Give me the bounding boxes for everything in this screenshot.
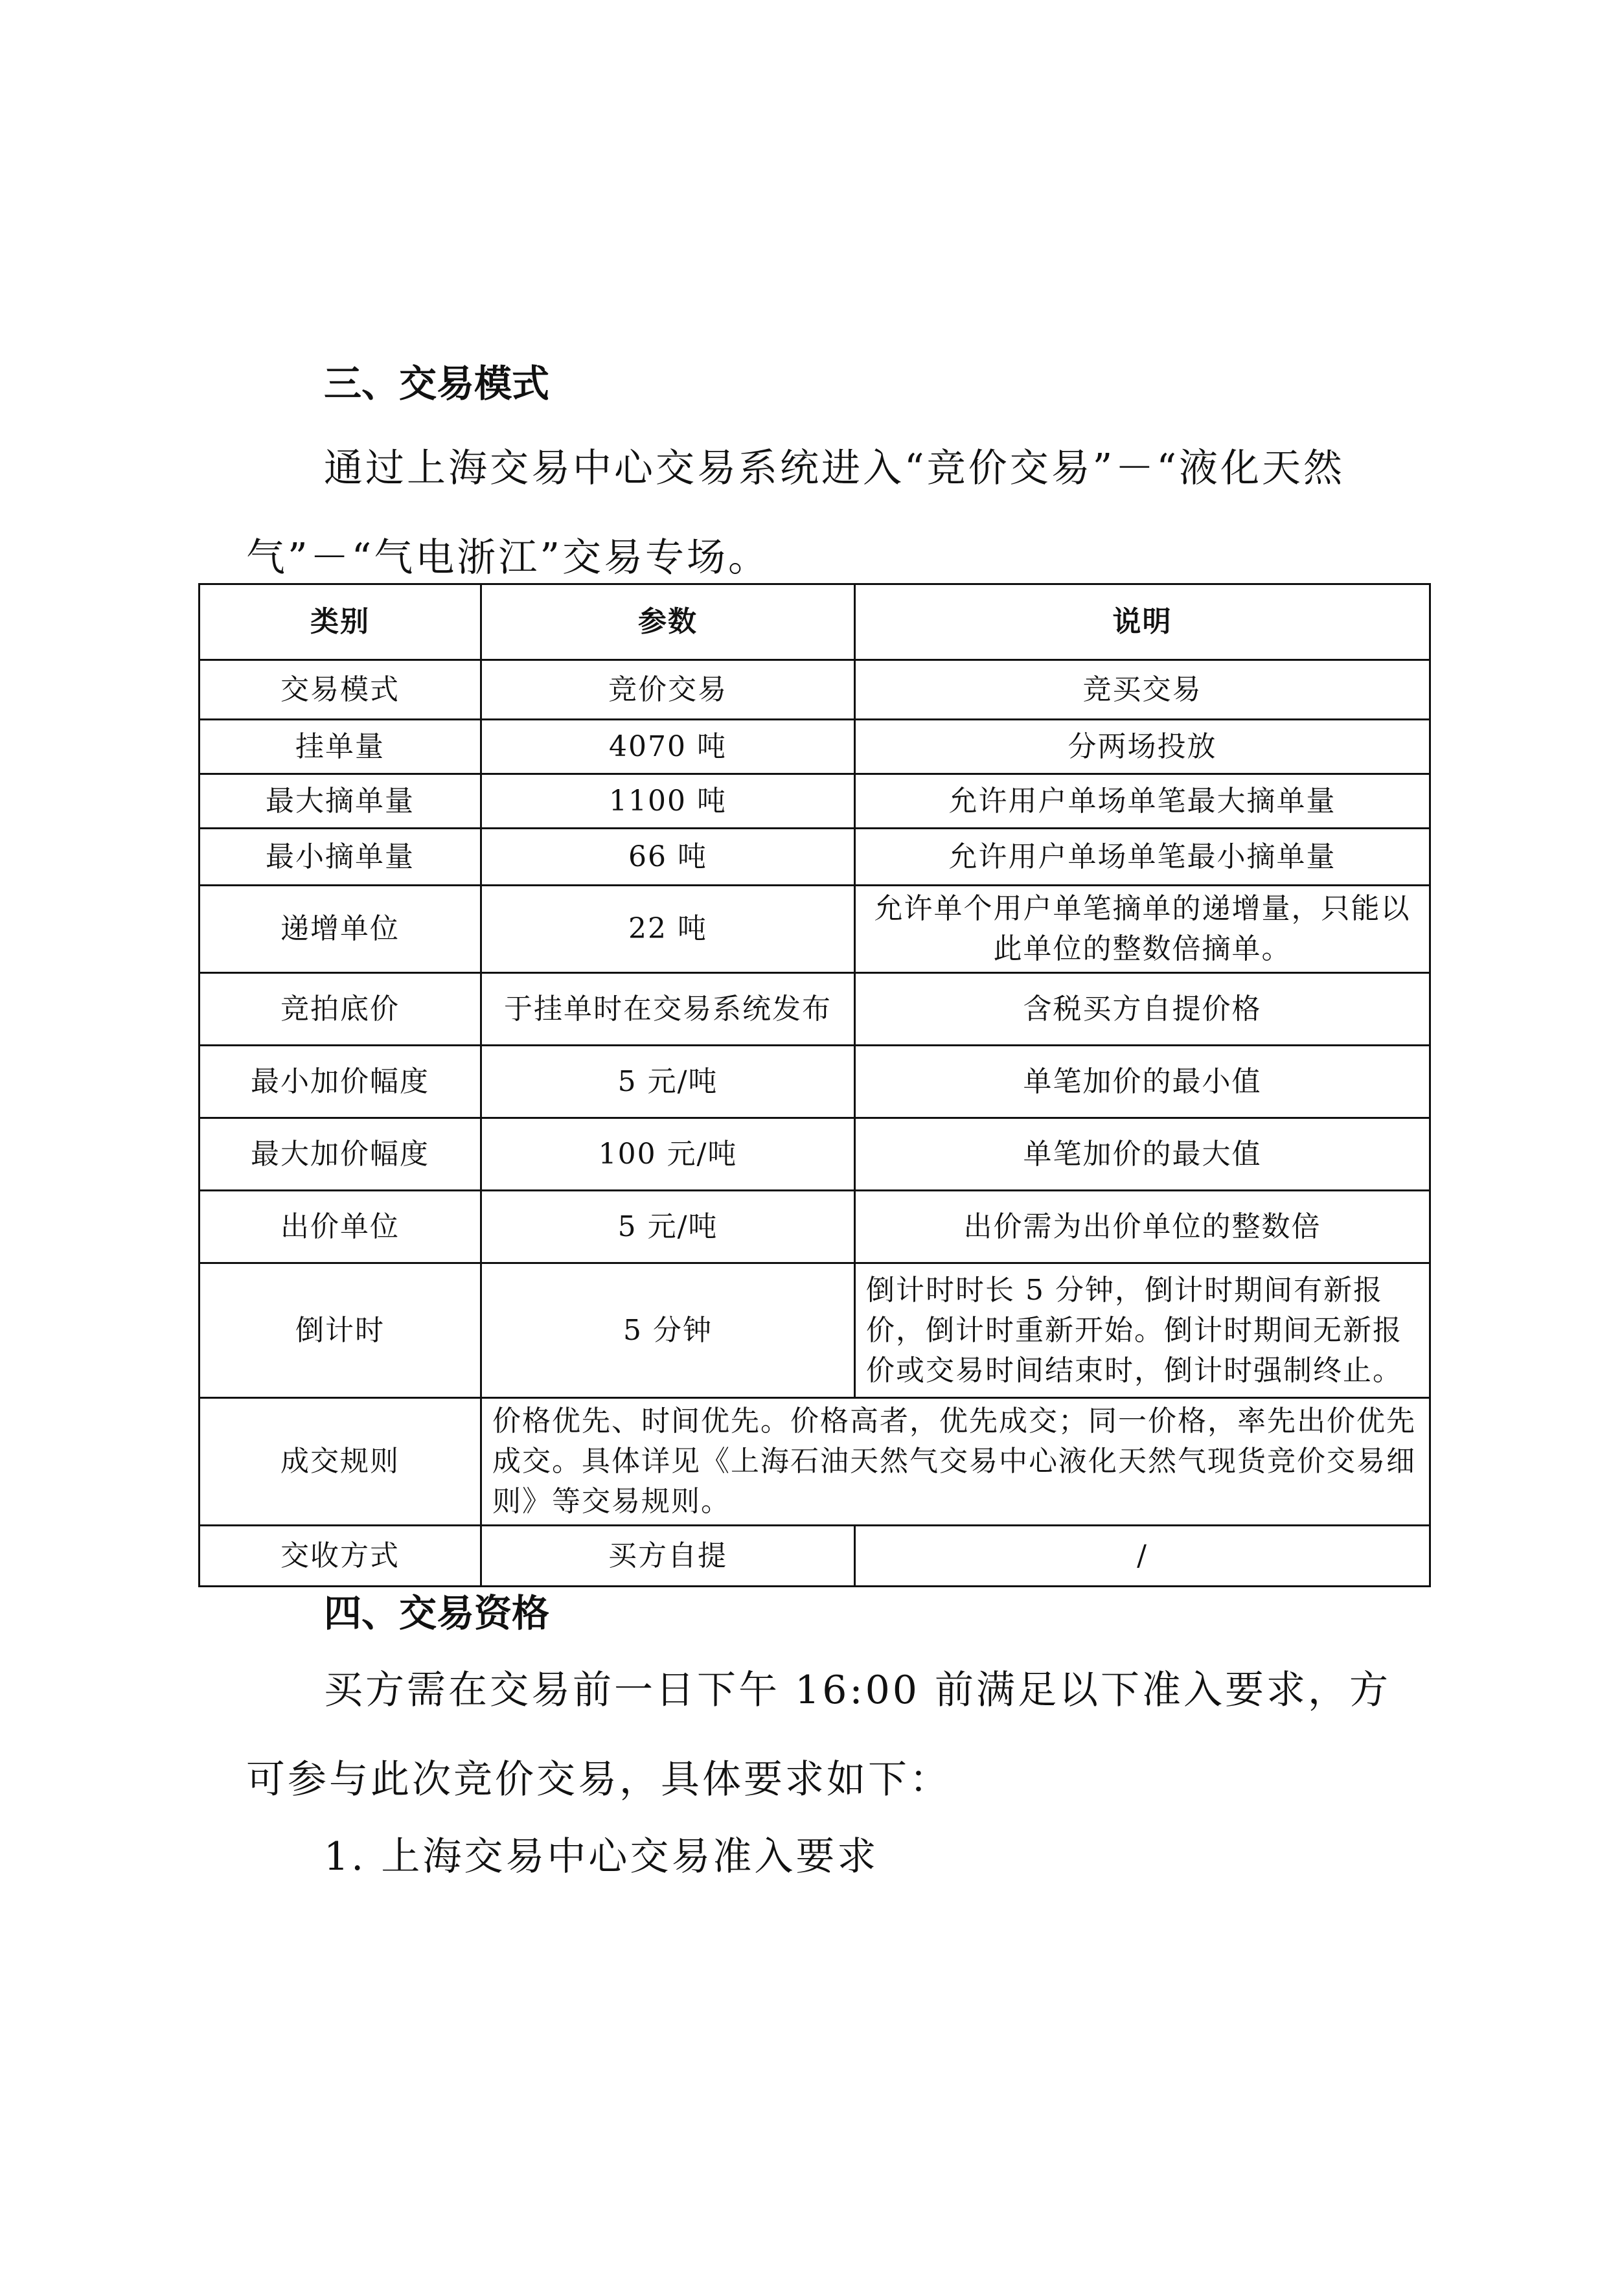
row-description: 单笔加价的最大值 bbox=[855, 1118, 1430, 1191]
section-3-paragraph: 通过上海交易中心交易系统进入“竞价交易”－“液化天然气”－“气电浙江”交易专场。 bbox=[246, 446, 1345, 580]
header-description: 说明 bbox=[855, 584, 1430, 660]
row-category: 交收方式 bbox=[200, 1526, 481, 1587]
row-category: 最小摘单量 bbox=[200, 829, 481, 886]
row-description: 允许用户单场单笔最大摘单量 bbox=[855, 774, 1430, 829]
table-row bbox=[200, 1398, 1430, 1526]
row-parameter: 66 吨 bbox=[481, 829, 855, 886]
row-category: 成交规则 bbox=[200, 1398, 481, 1526]
trading-parameters-table bbox=[198, 583, 1431, 1587]
row-parameter: 5 元/吨 bbox=[481, 1046, 855, 1118]
requirement-item-1: 1. 上海交易中心交易准入要求 bbox=[324, 1834, 879, 1879]
table-row bbox=[200, 1191, 1430, 1263]
row-description: 出价需为出价单位的整数倍 bbox=[855, 1191, 1430, 1263]
row-description: 允许单个用户单笔摘单的递增量，只能以此单位的整数倍摘单。 bbox=[855, 886, 1430, 973]
row-parameter: 5 分钟 bbox=[481, 1263, 855, 1398]
section-3-heading: 三、交易模式 bbox=[324, 362, 550, 406]
table-row bbox=[200, 1263, 1430, 1398]
row-category: 倒计时 bbox=[200, 1263, 481, 1398]
row-category: 最大摘单量 bbox=[200, 774, 481, 829]
section-4-paragraph: 买方需在交易前一日下午 16:00 前满足以下准入要求，方可参与此次竞价交易，具体要求如下： bbox=[246, 1668, 1391, 1802]
row-category: 挂单量 bbox=[200, 720, 481, 774]
row-description: 单笔加价的最小值 bbox=[855, 1046, 1430, 1118]
row-category: 出价单位 bbox=[200, 1191, 481, 1263]
table-row bbox=[200, 973, 1430, 1046]
row-description: 倒计时时长 5 分钟，倒计时期间有新报价，倒计时重新开始。倒计时期间无新报价或交易时间结束时，倒计时强制终止。 bbox=[855, 1263, 1430, 1398]
row-merged-rule: 价格优先、时间优先。价格高者，优先成交；同一价格，率先出价优先成交。具体详见《上海石油天然气交易中心液化天然气现货竞价交易细则》等交易规则。 bbox=[481, 1398, 1430, 1526]
row-category: 竞拍底价 bbox=[200, 973, 481, 1046]
row-description: 含税买方自提价格 bbox=[855, 973, 1430, 1046]
table-row bbox=[200, 1118, 1430, 1191]
row-description: 分两场投放 bbox=[855, 720, 1430, 774]
row-category: 交易模式 bbox=[200, 660, 481, 720]
table-row bbox=[200, 774, 1430, 829]
row-description: / bbox=[855, 1526, 1430, 1587]
row-parameter: 5 元/吨 bbox=[481, 1191, 855, 1263]
row-category: 最大加价幅度 bbox=[200, 1118, 481, 1191]
row-parameter: 22 吨 bbox=[481, 886, 855, 973]
row-parameter: 竞价交易 bbox=[481, 660, 855, 720]
row-category: 递增单位 bbox=[200, 886, 481, 973]
row-description: 允许用户单场单笔最小摘单量 bbox=[855, 829, 1430, 886]
table-row bbox=[200, 720, 1430, 774]
row-parameter: 4070 吨 bbox=[481, 720, 855, 774]
header-category: 类别 bbox=[200, 584, 481, 660]
table-row bbox=[200, 660, 1430, 720]
table-row bbox=[200, 1046, 1430, 1118]
header-parameter: 参数 bbox=[481, 584, 855, 660]
table-row bbox=[200, 829, 1430, 886]
row-parameter: 于挂单时在交易系统发布 bbox=[481, 973, 855, 1046]
section-4-heading: 四、交易资格 bbox=[324, 1591, 550, 1635]
row-description: 竞买交易 bbox=[855, 660, 1430, 720]
row-parameter: 买方自提 bbox=[481, 1526, 855, 1587]
table-header-row bbox=[200, 584, 1430, 660]
row-parameter: 100 元/吨 bbox=[481, 1118, 855, 1191]
row-parameter: 1100 吨 bbox=[481, 774, 855, 829]
table-row bbox=[200, 1526, 1430, 1587]
table-row bbox=[200, 886, 1430, 973]
row-category: 最小加价幅度 bbox=[200, 1046, 481, 1118]
